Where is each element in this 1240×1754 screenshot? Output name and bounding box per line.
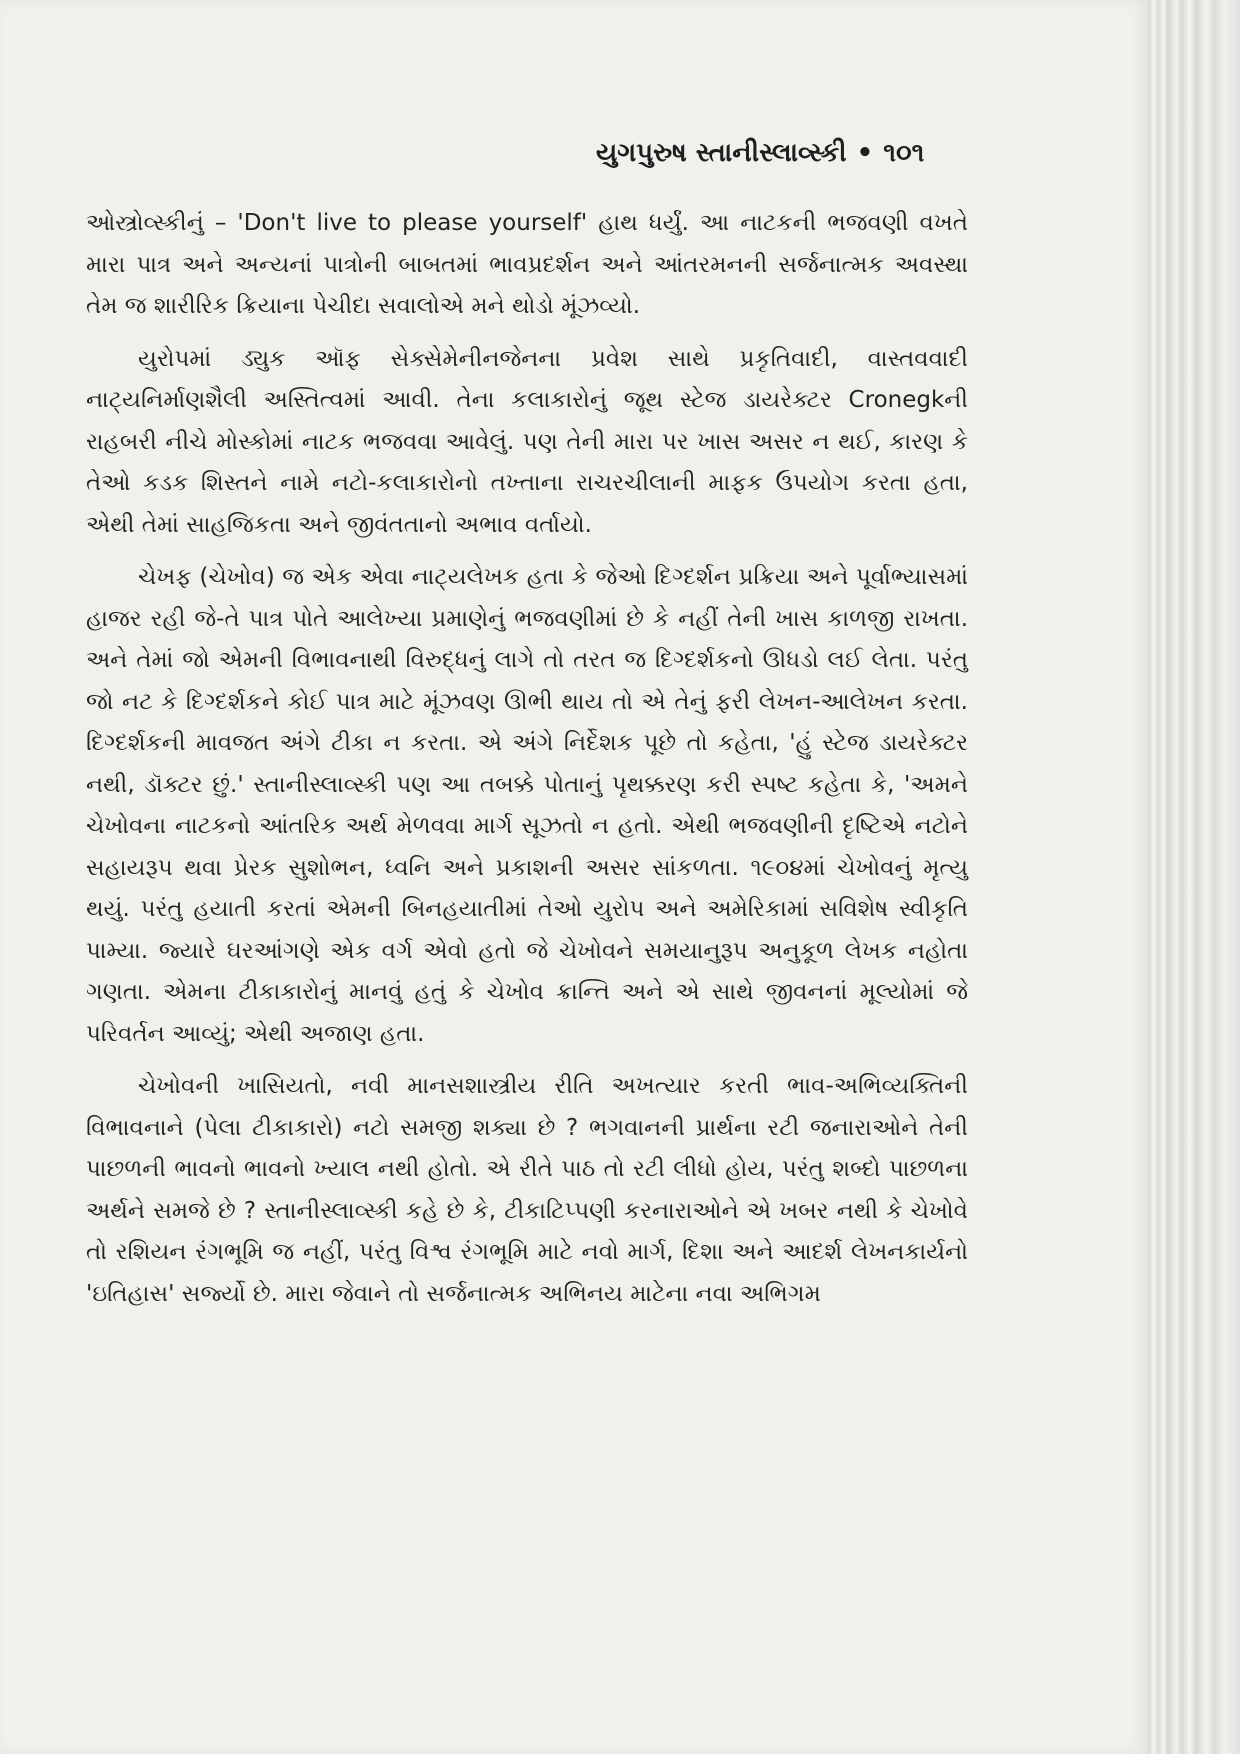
running-header xyxy=(596,138,924,169)
page-stack-edges xyxy=(1148,0,1240,1754)
page-number: ૧૦૧ xyxy=(883,138,925,168)
paragraph-2: યુરોપમાં ડ્યુક ઑફ સેક્સેમેનીનજેનના પ્રવેશ સાથે પ્રકૃતિવાદી, વાસ્તવવાદી નાટ્યનિર્માણશૈલી અસ્તિત્વમાં આવી. તેના કલાકારોનું જૂથ સ્ટેજ ડાયરેક્ટર Cronegkની રાહબરી નીચે મોસ્કોમાં નાટક ભજવવા આવેલું. પણ તેની મારા પર ખાસ અસર ન થઈ, કારણ કે તેઓ કડક શિસ્તને નામે નટો-કલાકારોનો તખ્તાના રાચરચીલાની માફક ઉપયોગ કરતા હતા, એથી તેમાં સાહજિકતા અને જીવંતતાનો અભાવ વર્તાયો. xyxy=(86,345,968,538)
paragraph-1: ઓસ્ત્રોવ્સ્કીનું – 'Don't live to please yourself' હાથ ધર્યું. આ નાટકની ભજવણી વખતે મારા પાત્ર અને અન્યનાં પાત્રોની બાબતમાં ભાવપ્રદર્શન અને આંતરમનની સર્જનાત્મક અવસ્થા તેમ જ શારીરિક ક્રિયાના પેચીદા સવાલોએ મને થોડો મૂંઝવ્યો. xyxy=(86,210,968,319)
paragraph-3: ચેખફ (ચેખોવ) જ એક એવા નાટ્યલેખક હતા કે જેઓ દિગ્દર્શન પ્રક્રિયા અને પૂર્વાભ્યાસમાં હાજર રહી જે-તે પાત્ર પોતે આલેખ્યા પ્રમાણેનું ભજવણીમાં છે કે નહીં તેની ખાસ કાળજી રાખતા. અને તેમાં જો એમની વિભાવનાથી વિરુદ્ધનું લાગે તો તરત જ દિગ્દર્શકનો ઊધડો લઈ લેતા. પરંતુ જો નટ કે દિગ્દર્શકને કોઈ પાત્ર માટે મૂંઝવણ ઊભી થાય તો એ તેનું ફરી લેખન-આલેખન કરતા. દિગ્દર્શકની માવજત અંગે ટીકા ન કરતા. એ અંગે નિર્દેશક પૂછે તો કહેતા, 'હું સ્ટેજ ડાયરેક્ટર નથી, ડૉક્ટર છું.' સ્તાનીસ્લાવ્સ્કી પણ આ તબક્કે પોતાનું પૃથક્કરણ કરી સ્પષ્ટ કહેતા કે, 'અમને ચેખોવના નાટકનો આંતરિક અર્થ મેળવવા માર્ગ સૂઝતો ન હતો. એથી ભજવણીની દૃષ્ટિએ નટોને સહાયરૂપ થવા પ્રેરક સુશોભન, ધ્વનિ અને પ્રકાશની અસર સાંકળતા. ૧૯૦૪માં ચેખોવનું મૃત્યુ થયું. પરંતુ હયાતી કરતાં એમની બિનહયાતીમાં તેઓ યુરોપ અને અમેરિકામાં સવિશેષ સ્વીકૃતિ પામ્યા. જ્યારે ઘરઆંગણે એક વર્ગ એવો હતો જે ચેખોવને સમયાનુરૂપ અનુકૂળ લેખક નહોતા ગણતા. એમના ટીકાકારોનું માનવું હતું કે ચેખોવ ક્રાન્તિ અને એ સાથે જીવનનાં મૂલ્યોમાં જે પરિવર્તન આવ્યું; એથી અજાણ હતા. xyxy=(86,564,968,1047)
header-bullet: • xyxy=(856,138,874,168)
body-text xyxy=(86,203,968,1315)
running-title: યુગપુરુષ સ્તાનીસ્લાવ્સ્કી xyxy=(596,138,847,168)
paragraph-4: ચેખોવની ખાસિયતો, નવી માનસશાસ્ત્રીય રીતિ અખત્યાર કરતી ભાવ-અભિવ્યક્તિની વિભાવનાને (પેલા ટીકાકારો) નટો સમજી શક્યા છે ? ભગવાનની પ્રાર્થના રટી જનારાઓને તેની પાછળની ભાવનો ભાવનો ખ્યાલ નથી હોતો. એ રીતે પાઠ તો રટી લીધો હોય, પરંતુ શબ્દો પાછળના અર્થને સમજે છે ? સ્તાનીસ્લાવ્સ્કી કહે છે કે, ટીકાટિપ્પણી કરનારાઓને એ ખબર નથી કે ચેખોવે તો રશિયન રંગભૂમિ જ નહીં, પરંતુ વિશ્વ રંગભૂમિ માટે નવો માર્ગ, દિશા અને આદર્શ લેખનકાર્યનો 'ઇતિહાસ' સર્જ્યો છે. મારા જેવાને તો સર્જનાત્મક અભિનય માટેના નવા અભિગમ xyxy=(86,1073,968,1307)
